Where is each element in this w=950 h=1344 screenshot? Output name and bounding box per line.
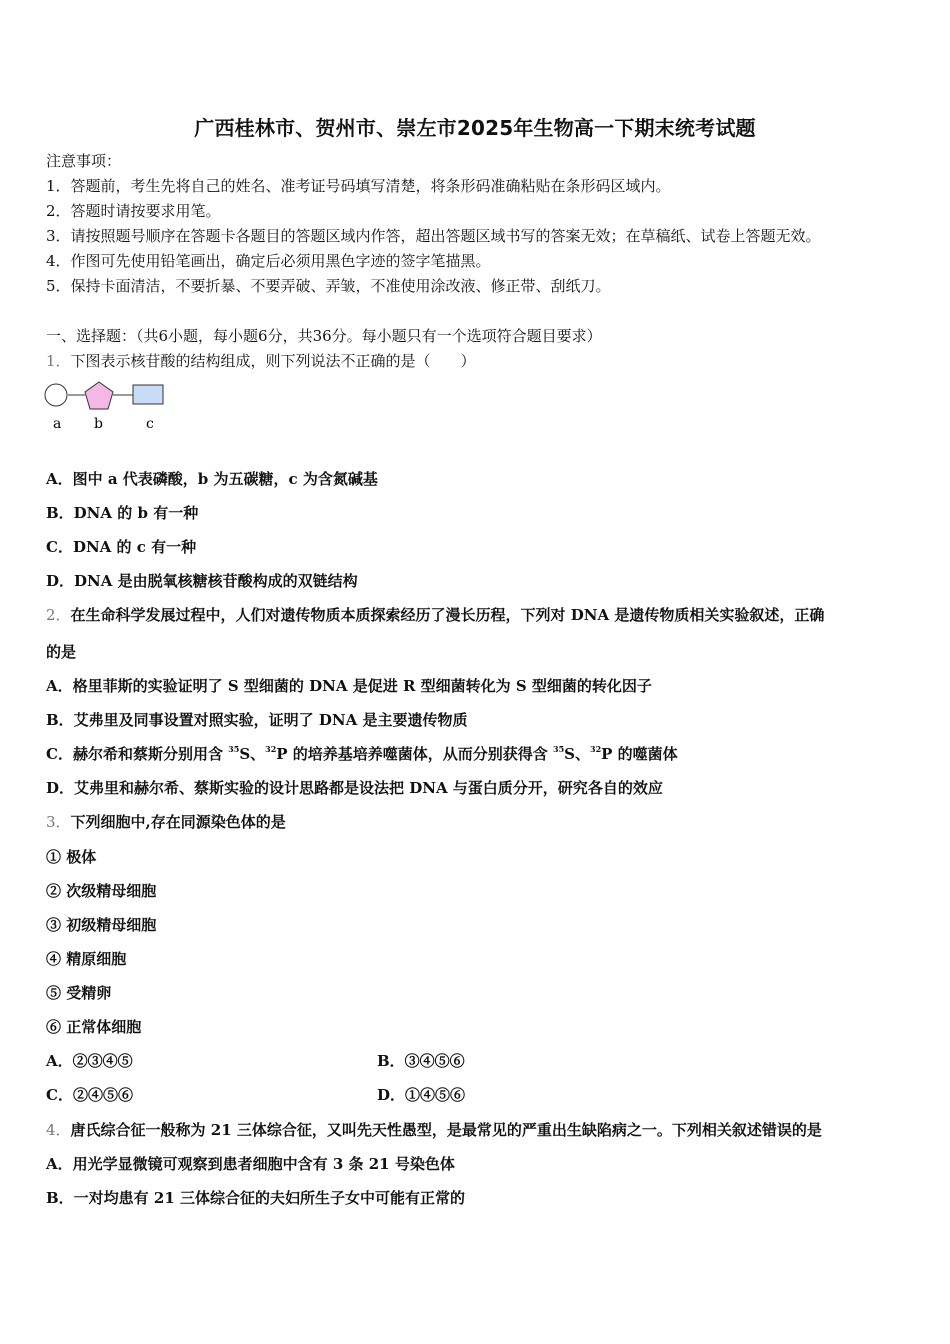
question-2-stem-cont: 的是 — [46, 643, 77, 661]
question-number: 3． — [46, 813, 71, 831]
notice-item-2: 2．答题时请按要求用笔。 — [46, 202, 221, 220]
phosphate-circle — [45, 384, 67, 406]
q2-option-a: A．格里菲斯的实验证明了 S 型细菌的 DNA 是促进 R 型细菌转化为 S 型细菌的转化因子 — [46, 677, 652, 695]
question-text: 唐氏综合征一般称为 21 三体综合征，又叫先天性愚型，是最常见的严重出生缺陷病之一。下列相关叙述错误的是 — [70, 1121, 822, 1139]
question-text: 在生命科学发展过程中，人们对遗传物质本质探索经历了漫长历程，下列对 DNA 是遗传物质相关实验叙述，正确 — [70, 606, 825, 624]
q3-item-1: ① 极体 — [46, 848, 97, 866]
diagram-label-b: b — [94, 416, 103, 432]
q3-option-d: D．①④⑤⑥ — [377, 1086, 466, 1104]
q3-option-c: C．②④⑤⑥ — [46, 1086, 133, 1104]
sugar-pentagon — [85, 382, 113, 409]
q3-item-6: ⑥ 正常体细胞 — [46, 1018, 142, 1036]
q3-option-a: A．②③④⑤ — [46, 1052, 133, 1070]
question-4-stem — [46, 1120, 822, 1140]
notice-item-5: 5．保持卡面清洁，不要折暴、不要弄破、弄皱，不准使用涂改液、修正带、刮纸刀。 — [46, 277, 611, 295]
question-3-stem — [46, 812, 286, 832]
q1-option-d: D．DNA 是由脱氧核糖核苷酸构成的双链结构 — [46, 572, 358, 590]
question-text: 下图表示核苷酸的结构组成，则下列说法不正确的是（ ） — [70, 352, 476, 370]
q2-option-d: D．艾弗里和赫尔希、蔡斯实验的设计思路都是设法把 DNA 与蛋白质分开，研究各自的效应 — [46, 779, 663, 797]
q2-option-b: B．艾弗里及同事设置对照实验，证明了 DNA 是主要遗传物质 — [46, 711, 468, 729]
notice-item-1: 1．答题前，考生先将自己的姓名、准考证号码填写清楚，将条形码准确粘贴在条形码区域内。 — [46, 177, 671, 195]
q3-item-5: ⑤ 受精卵 — [46, 984, 112, 1002]
question-number: 4． — [46, 1121, 71, 1139]
question-text: 下列细胞中,存在同源染色体的是 — [70, 813, 286, 831]
base-rectangle — [133, 385, 163, 404]
notice-item-3: 3．请按照题号顺序在答题卡各题目的答题区域内作答，超出答题区域书写的答案无效；在草稿纸、试卷上答题无效。 — [46, 227, 821, 245]
q3-option-b: B．③④⑤⑥ — [377, 1052, 465, 1070]
q3-item-4: ④ 精原细胞 — [46, 950, 127, 968]
diagram-label-c: c — [146, 416, 154, 432]
nucleotide-diagram — [40, 380, 180, 436]
q1-option-b: B．DNA 的 b 有一种 — [46, 504, 199, 522]
q3-item-2: ② 次级精母细胞 — [46, 882, 157, 900]
q4-option-a: A．用光学显微镜可观察到患者细胞中含有 3 条 21 号染色体 — [46, 1155, 455, 1173]
q2-option-c: C．赫尔希和蔡斯分别用含 $^{35}$S、$^{32}$P 的培养基培养噬菌体，从而分别获得含 $^{35}$S、$^{32}$P 的噬菌体 — [46, 744, 678, 763]
page-title: 广西桂林市、贺州市、崇左市2025年生物高一下期末统考试题 — [194, 116, 756, 140]
notice-heading: 注意事项： — [46, 152, 122, 170]
diagram-label-a: a — [53, 416, 62, 432]
q1-option-a: A．图中 a 代表磷酸，b 为五碳糖，c 为含氮碱基 — [46, 470, 378, 488]
question-number: 2． — [46, 606, 71, 624]
q3-item-3: ③ 初级精母细胞 — [46, 916, 157, 934]
q1-option-c: C．DNA 的 c 有一种 — [46, 538, 197, 556]
section-heading: 一、选择题：（共6小题，每小题6分，共36分。每小题只有一个选项符合题目要求） — [46, 327, 602, 345]
question-number: 1． — [46, 352, 71, 370]
question-2-stem — [46, 605, 824, 625]
q4-option-b: B．一对均患有 21 三体综合征的夫妇所生子女中可能有正常的 — [46, 1189, 465, 1207]
question-1-stem — [46, 351, 476, 371]
notice-item-4: 4．作图可先使用铅笔画出，确定后必须用黑色字迹的签字笔描黑。 — [46, 252, 491, 270]
